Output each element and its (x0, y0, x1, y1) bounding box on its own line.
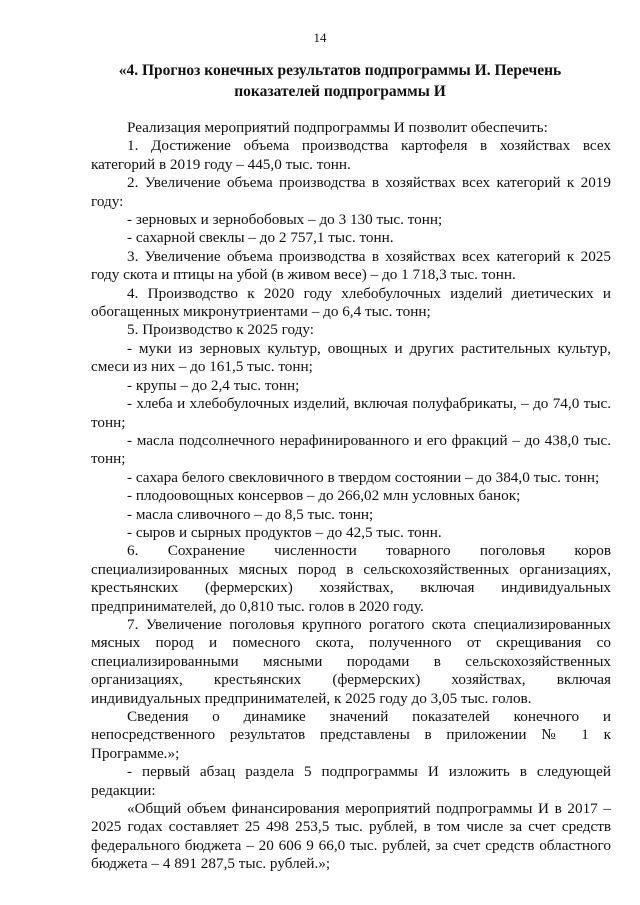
item-5-butter: - масла сливочного – до 8,5 тыс. тонн; (127, 505, 374, 523)
item-5-bread: - хлеба и хлебобулочных изделий, включая полуфабрикаты, – до 74,0 тыс. тонн; (91, 395, 611, 431)
section-5-instruction: - первый абзац раздела 5 подпрограммы И изложить в следующей редакции: (91, 763, 611, 799)
page-number: 14 (313, 30, 327, 45)
section-title-line-2: показателей подпрограммы И (234, 83, 446, 100)
financing-paragraph: «Общий объем финансирования мероприятий подпрограммы И в 2017 – 2025 годах составляет 25 498 253,5 тыс. рублей, в том числе за счет средств федерального бюджета – 20 606 9 66,0 тыс. рублей, за счет средств областного бюджета – 4 891 287,5 тыс. рублей.»; (91, 800, 611, 873)
intro-paragraph: Реализация мероприятий подпрограммы И позволит обеспечить: (127, 119, 548, 136)
item-5-sunflower-oil: - масла подсолнечного нерафинированного и его фракций – до 438,0 тыс. тонн; (91, 431, 611, 468)
item-6-cows: 6. Сохранение численности товарного поголовья коров специализированных мясных пород в сельскохозяйственных организациях, крестьянских (фермерских) хозяйствах, включая индивидуальных предпринимателей, до 0,810 тыс. голов в 2020 году. (91, 542, 611, 615)
item-3-livestock: 3. Увеличение объема производства в хозяйствах всех категорий к 2025 году скота и птицы на убой (в живом весе) – до 1 718,3 тыс. тонн. (91, 247, 611, 284)
item-5-cheese: - сыров и сырных продуктов – до 42,5 тыс. тонн. (127, 523, 442, 541)
item-5-canned-goods: - плодоовощных консервов – до 266,02 млн условных банок; (127, 487, 521, 505)
item-5-groats: - крупы – до 2,4 тыс. тонн; (127, 376, 300, 394)
item-5-white-sugar: - сахара белого свекловичного в твердом состоянии – до 384,0 тыс. тонн; (127, 468, 600, 486)
item-7-cattle: 7. Увеличение поголовья крупного рогатого скота специализированных мясных пород и помесного скота, полученного от скрещивания со специализированными мясными породами в сельскохозяйственных организациях, крестьянских (фермерских) хозяйствах, включая индивидуальных предпринимателей, к 2025 году до 3,05 тыс. голов. (91, 615, 611, 707)
item-5-flour: - муки из зерновых культур, овощных и других растительных культур, смеси из них – до 161,5 тыс. тонн; (91, 339, 611, 376)
item-4-bakery: 4. Производство к 2020 году хлебобулочных изделий диетических и обогащенных микронутриентами – до 6,4 тыс. тонн; (91, 284, 611, 321)
document-body (91, 119, 611, 874)
item-1-potato: 1. Достижение объема производства картофеля в хозяйствах всех категорий в 2019 году – 445,0 тыс. тонн. (91, 137, 611, 173)
item-2-sugar-beet: - сахарной свеклы – до 2 757,1 тыс. тонн. (127, 229, 394, 247)
item-2-grain: - зерновых и зернобобовых – до 3 130 тыс. тонн; (127, 211, 443, 229)
section-title-line-1: «4. Прогноз конечных результатов подпрограммы И. Перечень (118, 62, 562, 79)
section-title (80, 60, 600, 102)
item-5-production-2025: 5. Производство к 2025 году: (127, 321, 314, 339)
indicators-info-paragraph: Сведения о динамике значений показателей конечного и непосредственного результатов представлены в приложении № 1 к Программе.»; (91, 708, 611, 762)
item-2-production-increase: 2. Увеличение объема производства в хозяйствах всех категорий к 2019 году: (91, 174, 611, 210)
